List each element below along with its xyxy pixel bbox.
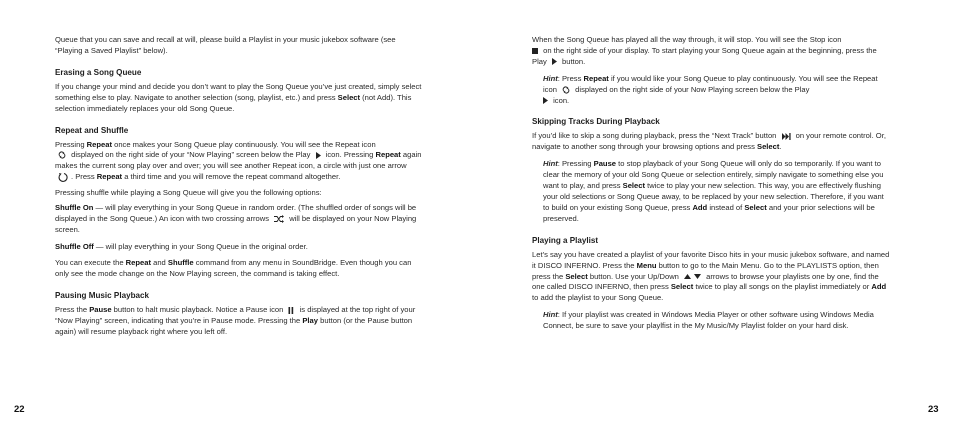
- right-page: [477, 0, 954, 432]
- repeat-one-icon: [58, 172, 68, 182]
- text: to stop playback of your Song Queue will only do so temporarily. If you want to clear the memory of your old Song Queue or selection entirely, simply navigate to something else you want to play, and press: [543, 159, 884, 191]
- text: displayed on the right side of your “Now Playing” screen below the Play: [69, 150, 313, 160]
- bold-text: Add: [692, 202, 708, 212]
- heading-erasing: Erasing a Song Queue: [55, 67, 142, 77]
- bold-text: Select: [757, 142, 780, 152]
- text: — will play everything in your Song Queue in the original order.: [93, 241, 308, 251]
- text: — will play everything in your Song Queue in random order. (The shuffled order of songs will be displayed in the Song Queue.) An icon with two crossing arrows: [55, 202, 417, 223]
- text: . Press: [71, 172, 97, 182]
- text: (not Add). This selection immediately replaces your old Song Queue.: [55, 92, 412, 113]
- text: Pressing: [55, 139, 87, 149]
- text: is displayed at the top right of your “Now Playing” screen, indicating that you’re in Pause mode. Pressing the: [55, 305, 416, 326]
- text: command from any menu in SoundBridge. Even though you can only see the mode change on the Now Playing screen, the command is taking effect.: [55, 258, 412, 279]
- execute-paragraph: [55, 258, 423, 280]
- next-track-icon: [782, 133, 791, 140]
- hint-label: Hint: [543, 159, 558, 169]
- text: When the Song Queue has played all the way through, it will stop. You will see the Stop icon: [532, 35, 842, 44]
- text: button to go to the Main Menu. Go to the PLAYLISTS option, then press the: [532, 260, 879, 281]
- text: : Pressing: [557, 159, 594, 169]
- play-icon: [552, 58, 557, 65]
- pause-icon: [288, 307, 294, 314]
- text: and: [150, 258, 168, 268]
- left-column: [55, 35, 423, 342]
- heading-pausing: Pausing Music Playback: [55, 291, 150, 301]
- bold-text: Shuffle: [167, 258, 194, 268]
- bold-text: Repeat: [375, 150, 401, 160]
- bold-text: Repeat: [583, 73, 609, 83]
- bold-text: Select: [337, 92, 361, 102]
- text: if you would like your Song Queue to play continuously. You will see the Repeat icon: [543, 73, 878, 94]
- text: Queue that you can save and recall at will, please build a Playlist in your music jukebox software (see “Playing a Saved Playlist” below).: [55, 35, 396, 55]
- hint-label: Hint: [543, 73, 558, 83]
- text: a third time and you will remove the repeat command altogether.: [122, 172, 341, 182]
- text: button to halt music playback. Notice a Pause icon: [111, 305, 286, 315]
- text: on your remote control. Or, navigate to another song through your browsing options and press: [532, 131, 886, 152]
- text: twice to play all songs on the playlist immediately or: [693, 282, 872, 292]
- bold-text: Select: [744, 202, 767, 212]
- bold-text: Shuffle On: [55, 202, 94, 212]
- text: again makes the current song play over and over; you will see another Repeat icon, a circle with just one arrow: [55, 150, 422, 171]
- bold-text: Repeat: [125, 258, 151, 268]
- text: displayed on the right side of your Now Playing screen below the Play: [573, 84, 810, 94]
- text: .: [779, 142, 782, 152]
- bold-text: Play: [302, 316, 318, 326]
- shuffle-off-paragraph: [55, 242, 423, 253]
- heading-skipping: Skipping Tracks During Playback: [532, 117, 660, 127]
- hint-repeat: [543, 74, 890, 107]
- text: If you change your mind and decide you don’t want to play the Song Queue you’ve just created, simply select something else to play. Navigate to another selection (song, playlist, etc.) and press: [55, 81, 422, 102]
- play-icon: [316, 152, 321, 159]
- text: arrows to browse your playlists one by one, find the one called DISCO INFERNO, then press: [532, 271, 879, 292]
- bold-text: Pause: [89, 305, 112, 315]
- intro-paragraph: [55, 35, 423, 57]
- repeat-icon: [58, 151, 66, 159]
- skipping-paragraph: [532, 131, 890, 153]
- stop-paragraph: [532, 35, 890, 68]
- hint-pause: [543, 159, 890, 224]
- text: will be displayed on your Now Playing screen.: [55, 213, 417, 234]
- bold-text: Pause: [593, 159, 617, 169]
- text: : If your playlist was created in Windows Media Player or other software using Windows Media Connect, be sure to save your playlfist in the My Music/My Playlist folder on your hard disk.: [543, 310, 874, 331]
- text: twice to play your new selection. This way, you are effectively flushing your old selections or Song Queue away, to be replaced by your new selection. Therefore, if you want to build on your existing Song Queue, press: [543, 181, 884, 212]
- bold-text: Repeat: [96, 172, 123, 182]
- bold-text: Select: [565, 271, 588, 281]
- text: You can execute the: [55, 258, 126, 268]
- text: : Press: [557, 73, 584, 83]
- bold-text: Repeat: [86, 139, 112, 149]
- heading-repeat: Repeat and Shuffle: [55, 125, 129, 135]
- bold-text: Select: [622, 181, 646, 191]
- pausing-paragraph: [55, 305, 423, 338]
- repeat-icon: [562, 86, 570, 94]
- playlist-paragraph: [532, 250, 890, 305]
- page-number-right: 23: [928, 404, 939, 415]
- shuffle-icon: [274, 215, 284, 223]
- shuffle-intro-paragraph: [55, 188, 423, 199]
- page-number-left: 22: [14, 404, 25, 415]
- text: icon.: [551, 95, 570, 105]
- text: Let’s say you have created a playlist of your favorite Disco hits in your music jukebox software, and named it DISCO INFERNO. Press the: [532, 249, 890, 270]
- text: Pressing shuffle while playing a Song Queue will give you the following options:: [55, 187, 322, 197]
- text: once makes your Song Queue play continuously. You will see the Repeat icon: [111, 139, 376, 149]
- bold-text: Select: [670, 282, 694, 292]
- stop-icon: [532, 48, 538, 54]
- text: button (or the Pause button again) will resume playback right where you left off.: [55, 316, 413, 337]
- text: icon. Pressing: [323, 150, 376, 160]
- erasing-paragraph: [55, 82, 423, 115]
- play-icon: [543, 97, 548, 104]
- text: button.: [559, 56, 586, 66]
- hint-playlist: [543, 310, 890, 332]
- hint-label: Hint: [543, 310, 558, 320]
- up-arrow-icon: [684, 274, 691, 279]
- down-arrow-icon: [694, 274, 701, 279]
- text: to add the playlist to your Song Queue.: [532, 293, 664, 303]
- text: and your prior selections will be preserved.: [543, 202, 875, 223]
- text: button. Use your Up/Down: [587, 271, 682, 281]
- shuffle-on-paragraph: [55, 203, 423, 236]
- text: If you’d like to skip a song during playback, press the “Next Track” button: [532, 131, 779, 141]
- text: instead of: [707, 202, 745, 212]
- right-column: [532, 35, 890, 336]
- bold-text: Add: [871, 282, 887, 292]
- bold-text: Shuffle Off: [55, 241, 94, 251]
- text: Press the: [55, 305, 90, 315]
- repeat-paragraph: [55, 140, 423, 184]
- bold-text: Menu: [636, 260, 657, 270]
- heading-playlist: Playing a Playlist: [532, 235, 599, 245]
- text: on the right side of your display. To start playing your Song Queue again at the beginning, press the Play: [532, 45, 877, 66]
